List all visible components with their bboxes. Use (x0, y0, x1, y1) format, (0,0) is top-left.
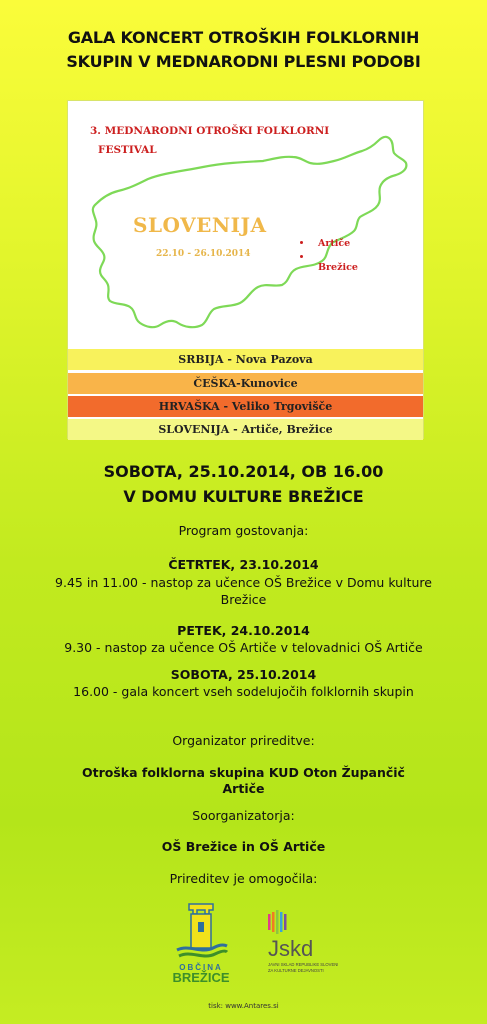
program-friday-text: 9.30 - nastop za učence OŠ Artiče v telovadnici OŠ Artiče (64, 640, 423, 655)
program-day-friday: PETEK, 24.10.2014 (177, 623, 310, 638)
event-venue: V DOMU KULTURE BREŽICE (123, 487, 364, 506)
sponsor-heading: Prireditev je omogočila: (169, 871, 318, 886)
print-credit: tisk: www.Antares.si (208, 1002, 279, 1010)
poster-title-line1: GALA KONCERT OTROŠKIH FOLKLORNIH (67, 28, 420, 47)
town-marker-artice (300, 241, 303, 244)
town-label-brezice: Brežice (318, 262, 358, 273)
participant-band-croatia: HRVAŠKA - Veliko Trgovišče (68, 396, 423, 417)
organizer-name: Otroška folklorna skupina KUD Oton Župančič (82, 765, 405, 780)
town-marker-brezice (300, 255, 303, 258)
jskd-subtitle-1: JAVNI SKLAD REPUBLIKE SLOVENIJE (268, 962, 338, 967)
castle-tower-icon (165, 898, 237, 984)
country-label: SLOVENIJA (133, 213, 267, 237)
participant-band-slovenia: SLOVENIJA - Artiče, Brežice (68, 419, 423, 440)
town-label-artice: Artiče (318, 238, 351, 249)
jskd-name-text: Jskd (268, 936, 314, 961)
poster-title-line2: SKUPIN V MEDNARODNI PLESNI PODOBI (66, 52, 421, 71)
jskd-logo (268, 910, 338, 978)
logo-brezice-top-text: OBČINA (179, 963, 223, 972)
participant-band-serbia: SRBIJA - Nova Pazova (68, 349, 423, 370)
logo-brezice-bottom-text: BREŽICE (172, 970, 230, 984)
co-organizer-name: OŠ Brežice in OŠ Artiče (161, 839, 326, 854)
obcina-brezice-logo (165, 898, 237, 984)
festival-dates: 22.10 - 26.10.2014 (156, 249, 251, 259)
program-day-thursday: ČETRTEK, 23.10.2014 (168, 557, 319, 572)
festival-map-panel (67, 100, 424, 439)
program-thursday-text-cont: Brežice (220, 592, 267, 607)
participant-band-czech: ČEŠKA-Kunovice (68, 373, 423, 394)
jskd-bars-icon (268, 910, 338, 978)
program-day-saturday: SOBOTA, 25.10.2014 (170, 667, 317, 682)
organizer-name-cont: Artiče (222, 781, 265, 796)
organizer-heading: Organizator prireditve: (172, 733, 315, 748)
co-organizer-heading: Soorganizatorja: (192, 808, 295, 823)
program-thursday-text: 9.45 in 11.00 - nastop za učence OŠ Brežice v Domu kulture (55, 575, 432, 590)
program-heading: Program gostovanja: (178, 523, 309, 538)
festival-name-line1: 3. MEDNARODNI OTROŠKI FOLKLORNI (90, 125, 330, 137)
program-saturday-text: 16.00 - gala koncert vseh sodelujočih folklornih skupin (73, 684, 414, 699)
festival-name-line2: FESTIVAL (98, 144, 157, 156)
event-date-time: SOBOTA, 25.10.2014, OB 16.00 (103, 462, 384, 481)
jskd-subtitle-2: ZA KULTURNE DEJAVNOSTI (268, 968, 324, 973)
